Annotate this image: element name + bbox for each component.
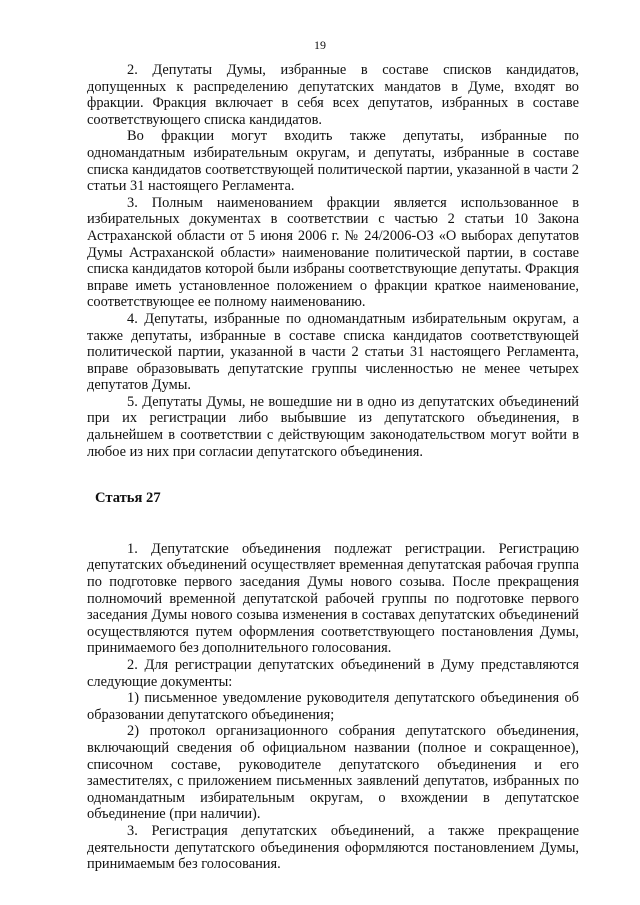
page-number: 19 (314, 38, 326, 52)
paragraph-fractions-2: 2. Депутаты Думы, избранные в составе списков кандидатов, допущенных к распределению депутатских мандатов в Думе, входят во фракции. Фракция включает в себя всех депутатов, избранных в составе соответствующего списка кандидатов. (87, 62, 579, 128)
paragraph-article-1: 1. Депутатские объединения подлежат регистрации. Регистрацию депутатских объединений осуществляет временная депутатская рабочая группа по подготовке первого заседания Думы нового созыва. После прекращения полномочий временной депутатской рабочей группы по подготовке первого заседания Думы нового созыва изменения в составах депутатских объединений осуществляются путем оформления соответствующего постановления Думы, принимаемого без дополнительного голосования. (87, 540, 579, 657)
paragraph-fractions-members: Во фракции могут входить также депутаты, избранные по одномандатным избирательным округам, и депутаты, избранные в составе списка кандидатов соответствующей политической партии, указанной в части 2 статьи 31 настоящего Регламента. (87, 128, 579, 195)
list-item-protocol: 2) протокол организационного собрания депутатского объединения, включающий сведения об официальном названии (полное и сокращенное), списочном составе, руководителе депутатского объединения и его заместителях, с приложением письменных заявлений депутатов, избранных по одномандатным избирательным округам, о вхождении в депутатское объединение (при наличии). (87, 723, 579, 823)
paragraph-article-2: 2. Для регистрации депутатских объединений в Думу представляются следующие документы: (87, 657, 579, 690)
paragraph-article-3: 3. Регистрация депутатских объединений, а также прекращение деятельности депутатского объединения оформляются постановлением Думы, принимаемым без голосования. (87, 822, 579, 873)
paragraph-fractions-3: 3. Полным наименованием фракции является использованное в избирательных документах в соответствии с частью 2 статьи 10 Закона Астраханской области от 5 июня 2006 г. № 24/2006-ОЗ «О выборах депутатов Думы Астраханской области» наименование политической партии, в составе списка кандидатов которой были избраны соответствующие депутаты. Фракция вправе иметь установленное положением о фракции краткое наименование, соответствующее ее полному наименованию. (87, 194, 579, 311)
document-body (87, 62, 579, 873)
list-item-notice: 1) письменное уведомление руководителя депутатского объединения об образовании депутатского объединения; (87, 690, 579, 723)
paragraph-fractions-4: 4. Депутаты, избранные по одномандатным избирательным округам, а также депутаты, избранные в составе списка кандидатов соответствующей политической партии, указанной в части 2 статьи 31 настоящего Регламента, вправе образовывать депутатские группы численностью не менее четырех депутатов Думы. (87, 310, 579, 394)
article-heading: Статья 27 (95, 490, 161, 507)
paragraph-fractions-5: 5. Депутаты Думы, не вошедшие ни в одно из депутатских объединений при их регистрации либо выбывшие из депутатского объединения, в дальнейшем в соответствии с действующим законодательством могут войти в любое из них при согласии депутатского объединения. (87, 393, 579, 460)
